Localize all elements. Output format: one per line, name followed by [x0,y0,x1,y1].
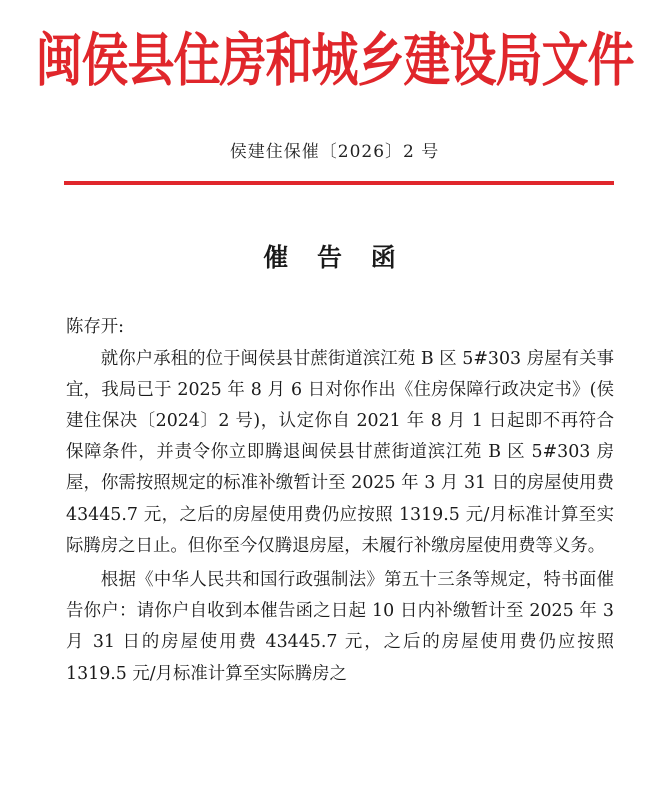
issuer-title: 闽侯县住房和城乡建设局文件 [35,27,634,95]
body-paragraph: 根据《中华人民共和国行政强制法》第五十三条等规定，特书面催告你户：请你户自收到本催告函之日起 10 日内补缴暂计至 2025 年 3 月 31 日的房屋使用费 43445.7 元，之后的房屋使用费仍应按照 1319.5 元/月标准计算至实际腾房之 [66,570,614,684]
body-paragraph: 就你户承租的位于闽侯县甘蔗街道滨江苑 B 区 5#303 房屋有关事宜，我局已于 2025 年 8 月 6 日对你作出《住房保障行政决定书》(侯建住保决〔2024〕2 号)，认定你自 2021 年 8 月 1 日起即不再符合保障条件，并责令你立即腾退闽侯县甘蔗街道滨江苑 B 区 5#303 房屋，你需按照规定的标准补缴暂计至 2025 年 3 月 31 日的房屋使用费 43445.7 元，之后的房屋使用费仍应按照 1319.5 元/月标准计算至实际腾房之日止。但你至今仅腾退房屋，未履行补缴房屋使用费等义务。 [66,348,614,556]
document-title: 催 告 函 [263,243,406,272]
addressee: 陈存开: [66,317,125,337]
document-number: 侯建住保催〔2026〕2 号 [229,142,440,162]
red-divider-line [64,181,614,185]
document-body [66,312,614,690]
